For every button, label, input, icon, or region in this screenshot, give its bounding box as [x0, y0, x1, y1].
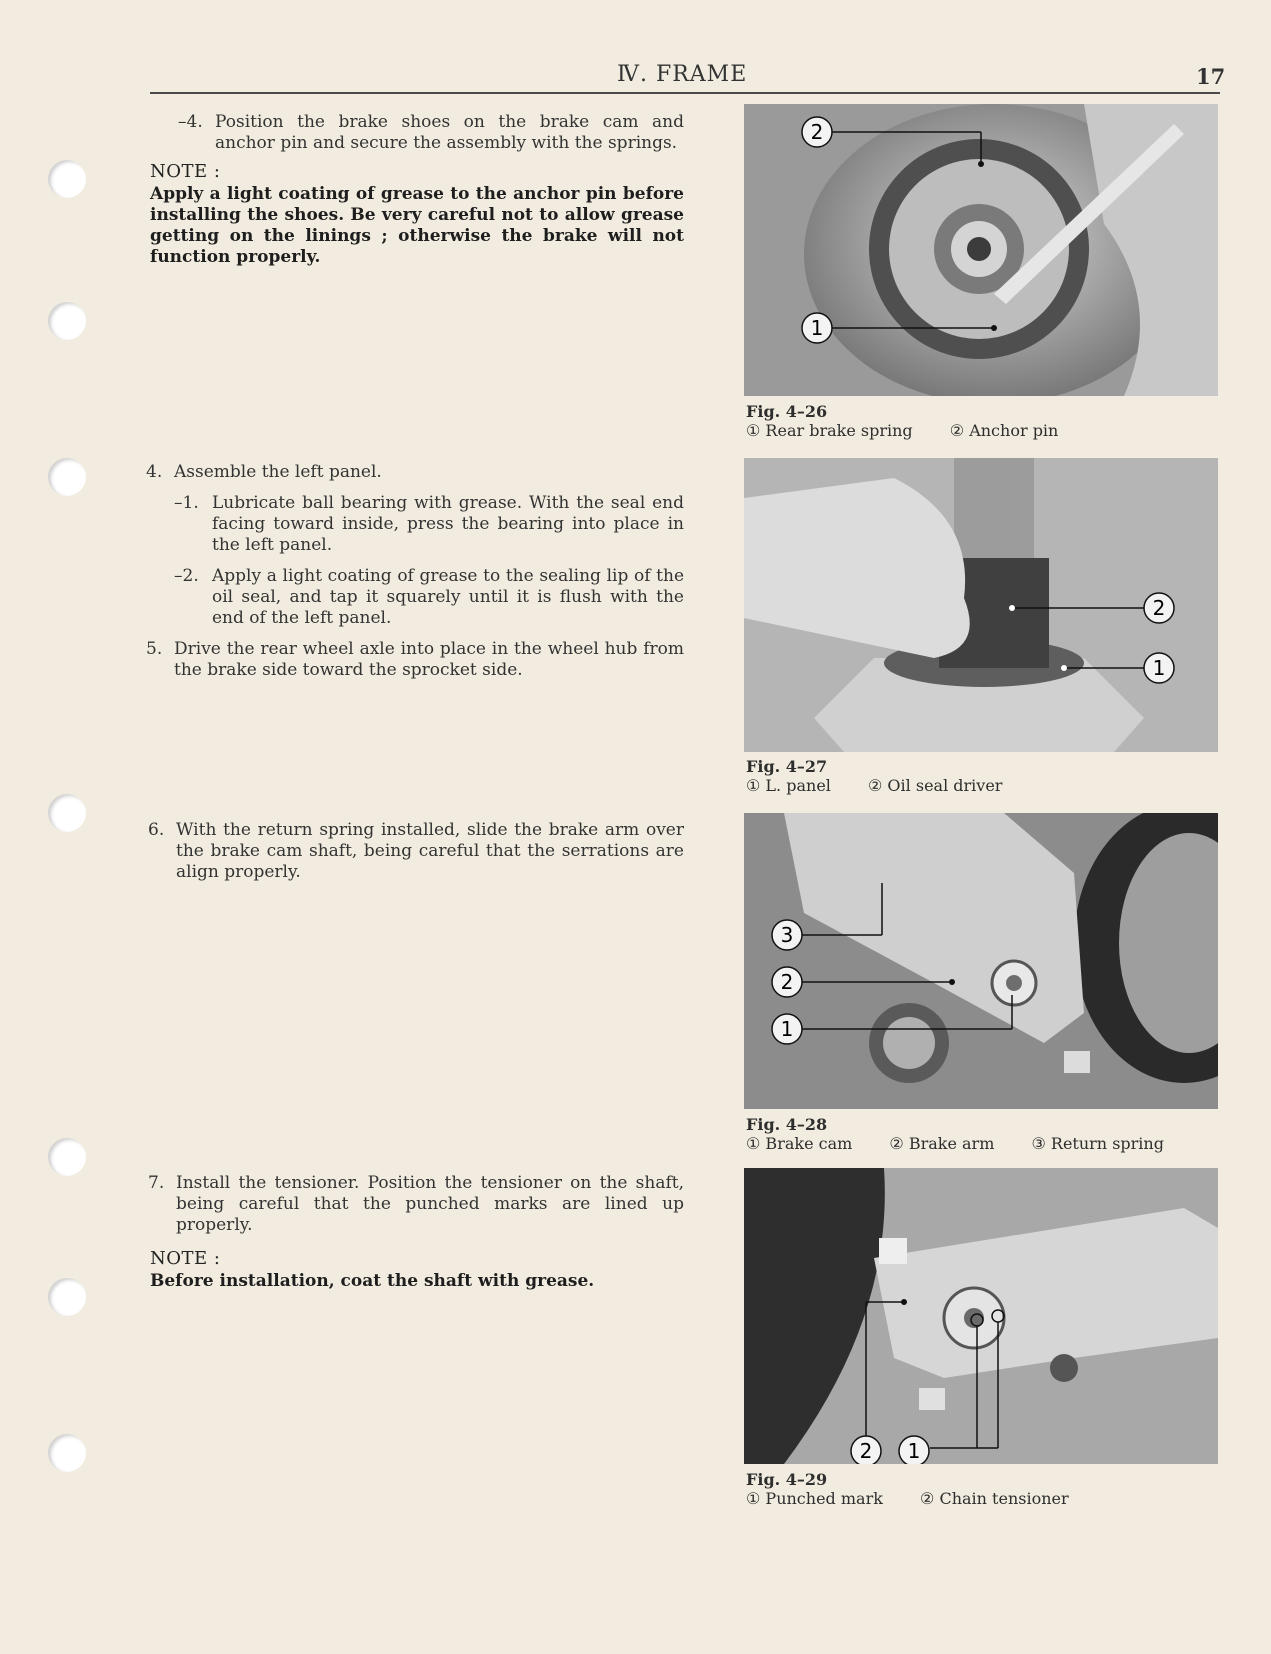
page-number: 17	[1196, 64, 1226, 89]
binder-hole	[48, 794, 86, 832]
binder-hole	[48, 160, 86, 198]
note-block-1	[150, 161, 684, 268]
step-text: Install the tensioner. Position the tensioner on the shaft, being careful that the punched marks are lined up properly.	[176, 1173, 684, 1235]
figure-4-27-caption	[746, 757, 1034, 795]
step-number: 4.	[146, 462, 163, 482]
step-4-4	[178, 112, 684, 154]
note-text: Before installation, coat the shaft with grease.	[150, 1271, 595, 1291]
step-number: –1.	[174, 493, 199, 513]
step-number: 7.	[148, 1173, 165, 1193]
step-number: 5.	[146, 639, 163, 659]
caption-item: ③ Return spring	[1031, 1134, 1164, 1153]
caption-item: ② Oil seal driver	[868, 776, 1003, 795]
callout-number: 2	[810, 120, 824, 144]
figure-4-26-photo	[744, 104, 1218, 396]
binder-hole	[48, 1278, 86, 1316]
caption-item: ① Punched mark	[746, 1489, 883, 1508]
step-number: –2.	[174, 566, 199, 586]
driver-shaft-shape	[954, 458, 1034, 568]
binder-hole	[48, 1138, 86, 1176]
caption-item: ② Anchor pin	[949, 421, 1059, 440]
note-text: Apply a light coating of grease to the anchor pin before installing the shoes. Be very careful not to allow grease getting on the linings ; otherwise the brake will not function properly.	[150, 184, 684, 267]
caption-item: ① Brake cam	[746, 1134, 853, 1153]
binder-hole	[48, 458, 86, 496]
figure-4-28-photo	[744, 813, 1218, 1109]
callout-number: 1	[780, 1017, 794, 1041]
callout-number: 3	[780, 923, 794, 947]
callout-number: 1	[1152, 656, 1166, 680]
figure-number: Fig. 4–28	[746, 1115, 828, 1134]
step-5	[146, 639, 684, 681]
callout-number: 2	[1152, 596, 1166, 620]
caption-item: ① L. panel	[746, 776, 831, 795]
figure-4-27-photo	[744, 458, 1218, 752]
caption-item: ② Brake arm	[889, 1134, 995, 1153]
note-label: NOTE :	[150, 161, 221, 182]
callout-number: 1	[907, 1439, 921, 1463]
note-label: NOTE :	[150, 1248, 221, 1269]
step-4-1	[174, 493, 684, 556]
step-number: 6.	[148, 820, 165, 840]
binder-hole	[48, 1434, 86, 1472]
callout-number: 2	[859, 1439, 873, 1463]
header-rule	[150, 92, 1220, 94]
caption-item: ② Chain tensioner	[920, 1489, 1069, 1508]
step-text: Drive the rear wheel axle into place in the wheel hub from the brake side toward the sprocket side.	[174, 639, 684, 680]
figure-number: Fig. 4–27	[746, 757, 828, 776]
figure-number: Fig. 4–29	[746, 1470, 828, 1489]
step-text: With the return spring installed, slide the brake arm over the brake cam shaft, being careful that the serrations are align properly.	[176, 820, 684, 882]
step-7	[148, 1173, 684, 1236]
figure-4-26-caption	[746, 402, 1090, 440]
step-number: –4.	[178, 112, 203, 132]
step-text: Apply a light coating of grease to the sealing lip of the oil seal, and tap it squarely until it is flush with the end of the left panel.	[212, 566, 684, 628]
step-4	[146, 462, 684, 483]
figure-number: Fig. 4–26	[746, 402, 828, 421]
step-6	[148, 820, 684, 883]
note-block-2	[150, 1248, 684, 1292]
step-text: Position the brake shoes on the brake cam and anchor pin and secure the assembly with the springs.	[215, 112, 684, 153]
figure-4-29-photo	[744, 1168, 1218, 1464]
callout-number: 1	[810, 316, 824, 340]
step-text: Assemble the left panel.	[174, 462, 382, 482]
step-4-2	[174, 566, 684, 629]
caption-item: ① Rear brake spring	[746, 421, 913, 440]
figure-4-28-caption	[746, 1115, 1196, 1153]
section-title: Ⅳ. FRAME	[617, 62, 748, 87]
callout-number: 2	[780, 970, 794, 994]
figure-4-29-caption	[746, 1470, 1101, 1508]
binder-hole	[48, 302, 86, 340]
step-text: Lubricate ball bearing with grease. With the seal end facing toward inside, press the bearing into place in the left panel.	[212, 493, 684, 555]
